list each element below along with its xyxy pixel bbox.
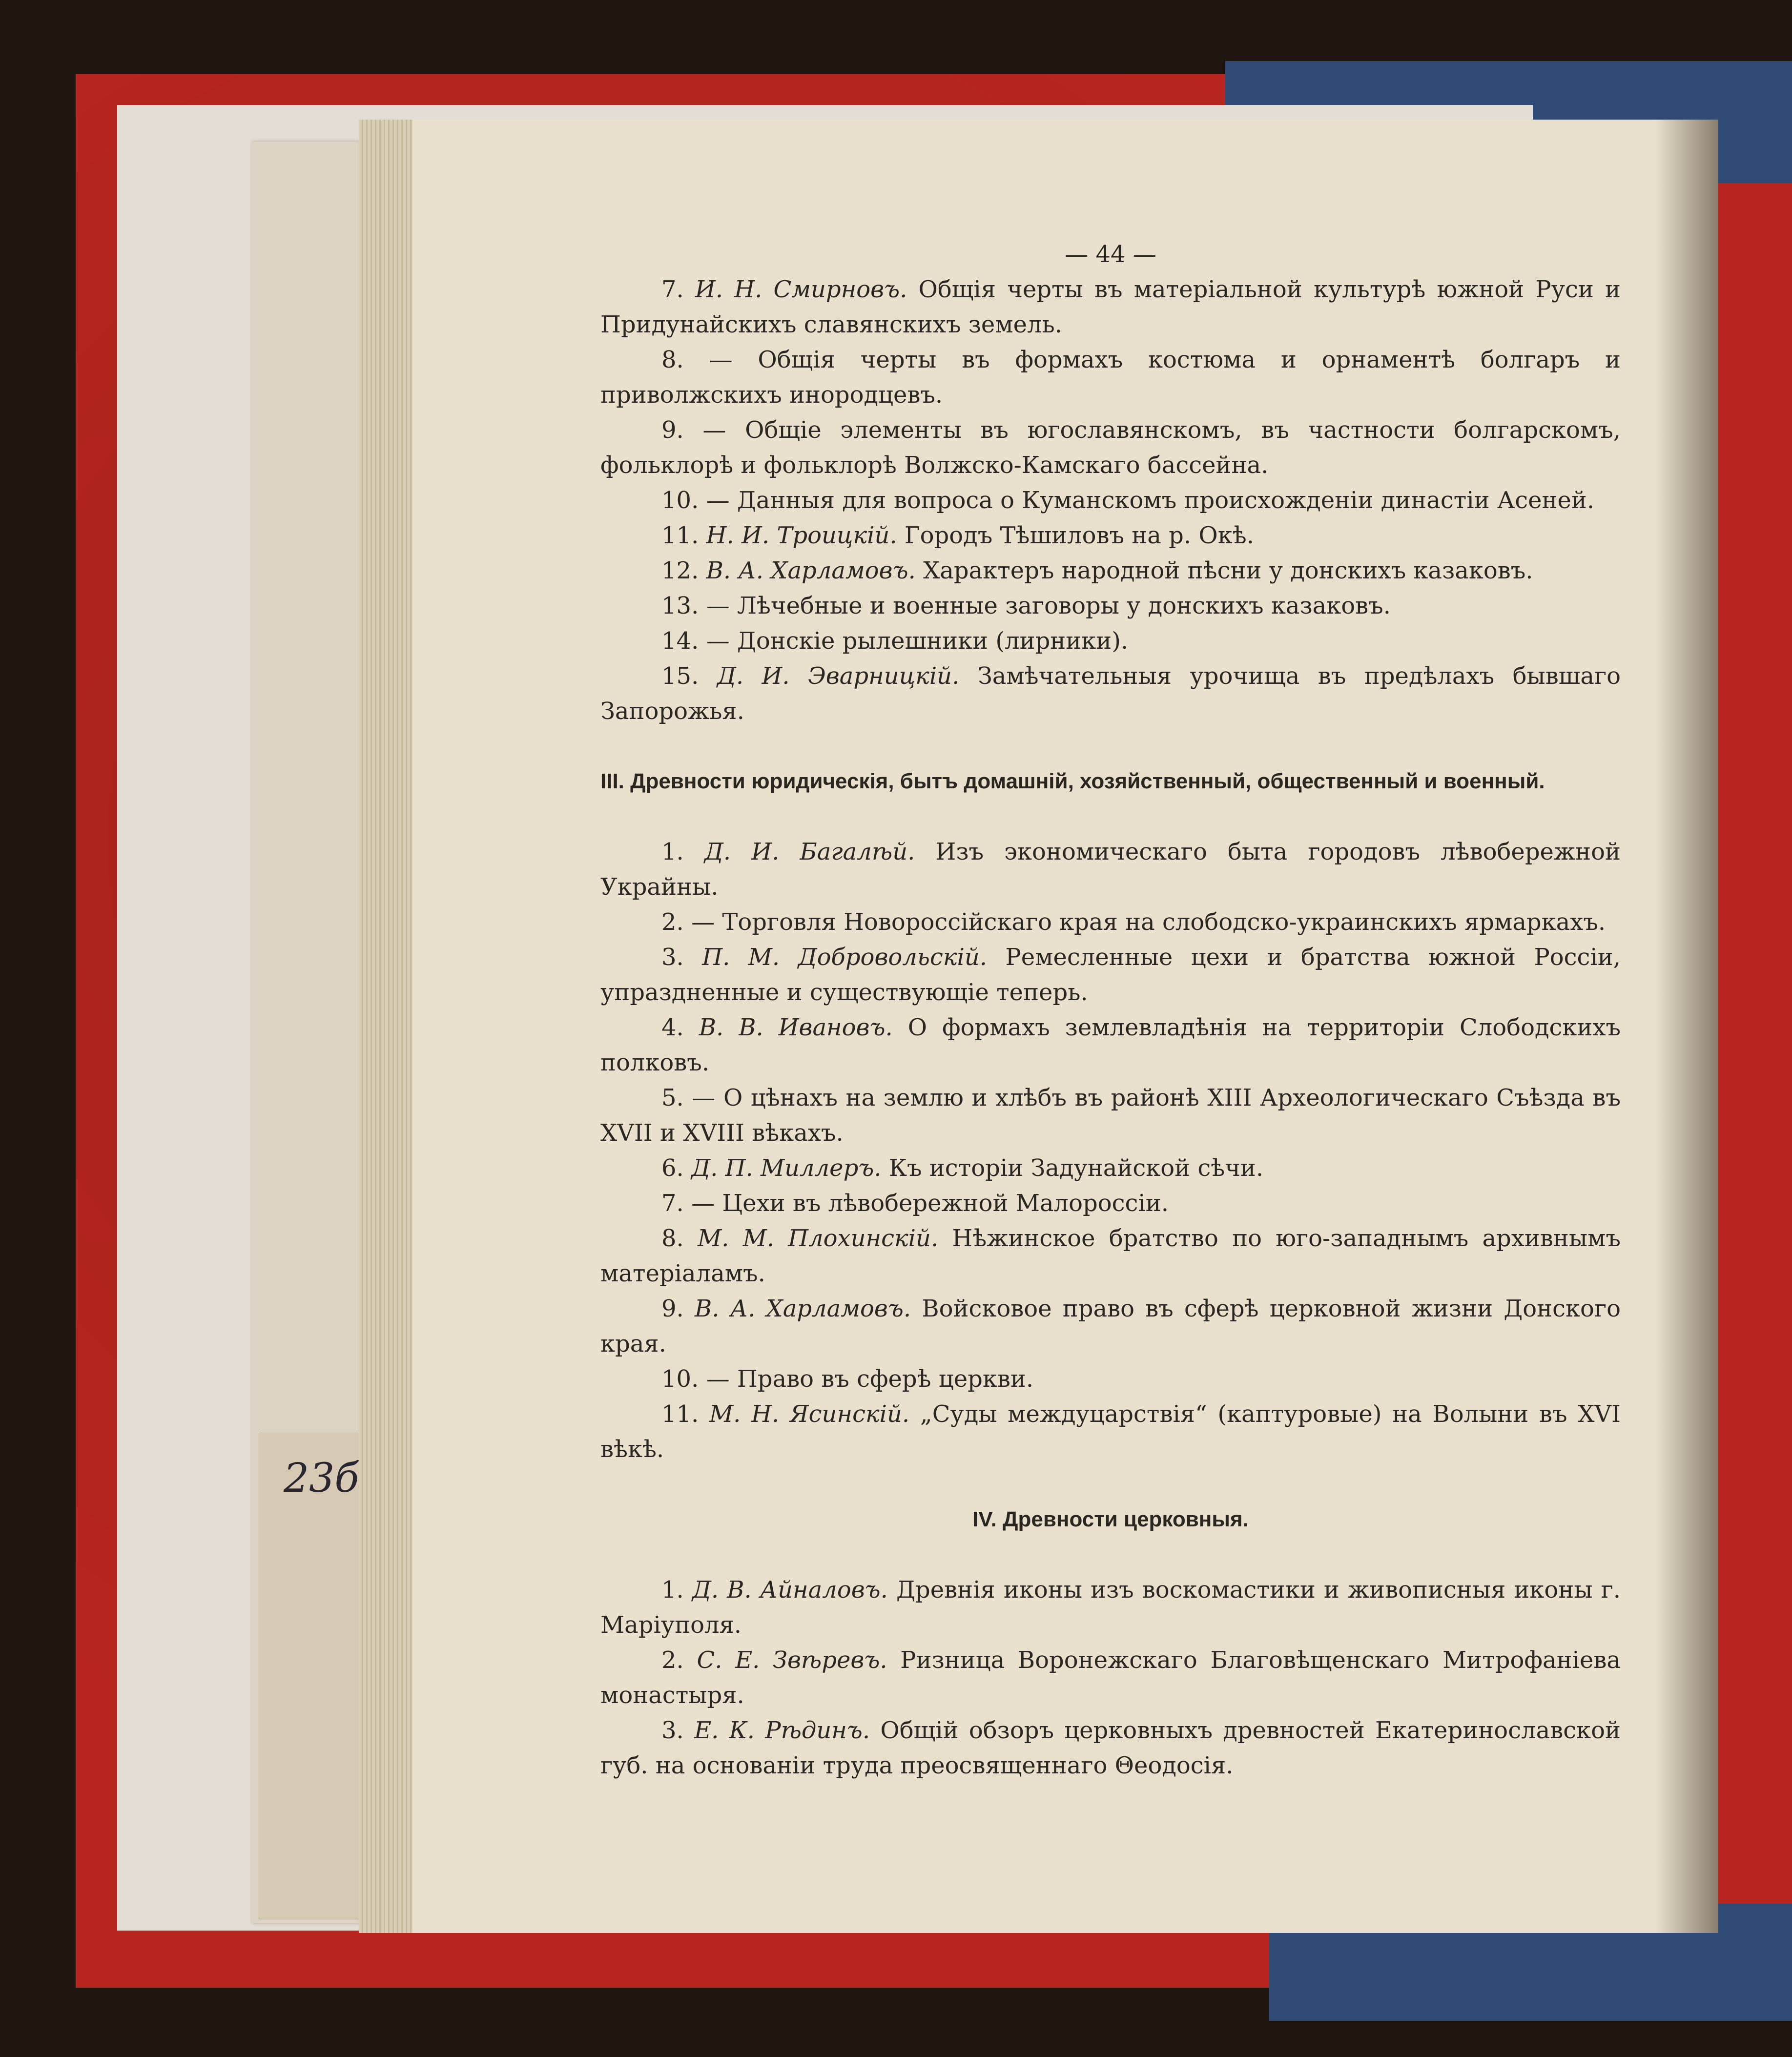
list-item <box>600 553 1621 588</box>
entry-number: 13. <box>661 592 699 619</box>
entry-author: В. А. Харламовъ. <box>706 557 916 584</box>
list-item <box>600 1221 1621 1291</box>
entry-text: — Данныя для вопроса о Куманскомъ происхожденiи династiи Асеней. <box>706 487 1595 514</box>
entry-number: 5. <box>661 1084 684 1111</box>
section-3-heading: III. Древности юридическiя, бытъ домашнiй, хозяйственный, общественный и военный. <box>600 769 1545 793</box>
list-item <box>600 1291 1621 1361</box>
list-item <box>600 1361 1621 1397</box>
entry-author: Д. И. Эварницкiй. <box>717 662 960 690</box>
entry-text: Общiя черты въ матерiальной культурѣ южной Руси и Придунайскихъ славянскихъ земель. <box>600 276 1621 338</box>
list-item <box>600 518 1621 553</box>
list-item <box>600 1080 1621 1151</box>
entry-number: 7. <box>661 276 684 303</box>
entry-text: Городъ Тѣшиловъ на р. Окѣ. <box>904 522 1254 549</box>
section-4-heading: IV. Древности церковныя. <box>972 1507 1249 1531</box>
list-item <box>600 1572 1621 1643</box>
book-page <box>412 120 1718 1933</box>
list-item <box>600 1397 1621 1467</box>
entry-number: 15. <box>661 662 699 690</box>
entry-number: 8. <box>661 1225 684 1252</box>
section-2-tail <box>600 272 1621 729</box>
entry-text: — Донскiе рылешники (лирники). <box>706 627 1129 655</box>
list-item <box>600 905 1621 940</box>
entry-text: Общiй обзоръ церковныхъ древностей Екатеринославской губ. на основанiи труда преосвященнаго Θеодосiя. <box>600 1717 1621 1779</box>
entry-author: В. В. Ивановъ. <box>699 1014 893 1041</box>
list-item <box>600 834 1621 905</box>
entry-text: — Лѣчебные и военные заговоры у донскихъ казаковъ. <box>706 592 1391 619</box>
entry-number: 2. <box>661 908 684 936</box>
entry-number: 11. <box>661 522 699 549</box>
entry-number: 14. <box>661 627 699 655</box>
entry-text: О формахъ землевладѣнiя на территорiи Слободскихъ полковъ. <box>600 1014 1621 1076</box>
entry-author: П. М. Добровольскiй. <box>702 944 988 971</box>
page-number: — 44 — <box>1065 241 1156 268</box>
entry-text: Войсковое право въ сферѣ церковной жизни Донского края. <box>600 1295 1621 1358</box>
list-item <box>600 1186 1621 1221</box>
list-item <box>600 658 1621 729</box>
entry-number: 1. <box>661 1576 684 1604</box>
entry-author: С. Е. Звѣревъ. <box>697 1646 887 1674</box>
entry-text: Нѣжинское братство по юго-западнымъ архивнымъ матерiаламъ. <box>600 1225 1621 1287</box>
entry-author: Д. И. Багалѣй. <box>704 838 915 865</box>
entry-text: — Общiя черты въ формахъ костюма и орнаментѣ болгаръ и приволжскихъ инородцевъ. <box>600 346 1621 409</box>
list-item <box>600 623 1621 658</box>
list-item <box>600 1713 1621 1783</box>
entry-text: — Торговля Новороссiйскаго края на слободско-украинскихъ ярмаркахъ. <box>691 908 1606 936</box>
entry-number: 6. <box>661 1154 684 1182</box>
entry-number: 3. <box>661 944 684 971</box>
entry-number: 11. <box>661 1400 699 1428</box>
entry-text: — Право въ сферѣ церкви. <box>706 1365 1034 1393</box>
section-4-entries <box>600 1572 1621 1783</box>
entry-text: Ризница Воронежскаго Благовѣщенскаго Митрофанiева монастыря. <box>600 1646 1621 1709</box>
gutter-shadow <box>1655 120 1718 1933</box>
page-edges <box>359 120 417 1933</box>
entry-number: 10. <box>661 1365 699 1393</box>
entry-author: Д. П. Миллеръ. <box>691 1154 882 1182</box>
library-slip <box>259 1433 365 1919</box>
entry-number: 7. <box>661 1190 684 1217</box>
entry-author: Е. К. Рѣдинъ. <box>694 1717 870 1744</box>
list-item <box>600 588 1621 623</box>
entry-author: Н. И. Троицкiй. <box>706 522 897 549</box>
list-item <box>600 1643 1621 1713</box>
entry-text: Замѣчательныя урочища въ предѣлахъ бывшаго Запорожья. <box>600 662 1621 725</box>
entry-text: Характеръ народной пѣсни у донскихъ казаковъ. <box>923 557 1533 584</box>
page-text <box>600 237 1621 1783</box>
list-item <box>600 412 1621 483</box>
entry-author: В. А. Харламовъ. <box>695 1295 911 1322</box>
entry-number: 12. <box>661 557 699 584</box>
library-slip-mark: 23б <box>284 1455 359 1502</box>
list-item <box>600 272 1621 342</box>
entry-text: Къ исторiи Задунайской сѣчи. <box>888 1154 1264 1182</box>
entry-author: И. Н. Смирновъ. <box>695 276 907 303</box>
list-item <box>600 483 1621 518</box>
entry-number: 9. <box>661 1295 684 1322</box>
list-item <box>600 940 1621 1010</box>
entry-text: „Суды междуцарствiя“ (каптуровые) на Волыни въ XVI вѣкѣ. <box>600 1400 1621 1463</box>
entry-number: 8. <box>661 346 684 373</box>
entry-number: 3. <box>661 1717 684 1744</box>
entry-text: — О цѣнахъ на землю и хлѣбъ въ районѣ XIII Археологическаго Съѣзда въ XVII и XVIII вѣкахъ. <box>600 1084 1621 1147</box>
entry-text: Ремесленные цехи и братства южной Россiи, упраздненные и существующiе теперь. <box>600 944 1621 1006</box>
section-3-entries <box>600 834 1621 1467</box>
entry-text: — Цехи въ лѣвобережной Малороссiи. <box>691 1190 1169 1217</box>
entry-number: 1. <box>661 838 684 865</box>
list-item <box>600 342 1621 412</box>
entry-text: Древнiя иконы изъ воскомастики и живописныя иконы г. Марiуполя. <box>600 1576 1621 1639</box>
entry-number: 2. <box>661 1646 684 1674</box>
list-item <box>600 1151 1621 1186</box>
entry-text: — Общiе элементы въ югославянскомъ, въ частности болгарскомъ, фольклорѣ и фольклорѣ Волжско-Камскаго бассейна. <box>600 416 1621 479</box>
entry-author: М. Н. Ясинскiй. <box>709 1400 910 1428</box>
entry-number: 10. <box>661 487 699 514</box>
entry-text: Изъ экономическаго быта городовъ лѣвобережной Украйны. <box>600 838 1621 901</box>
entry-author: М. М. Плохинскiй. <box>698 1225 939 1252</box>
entry-number: 4. <box>661 1014 684 1041</box>
entry-number: 9. <box>661 416 684 444</box>
entry-author: Д. В. Айналовъ. <box>692 1576 888 1604</box>
list-item <box>600 1010 1621 1080</box>
